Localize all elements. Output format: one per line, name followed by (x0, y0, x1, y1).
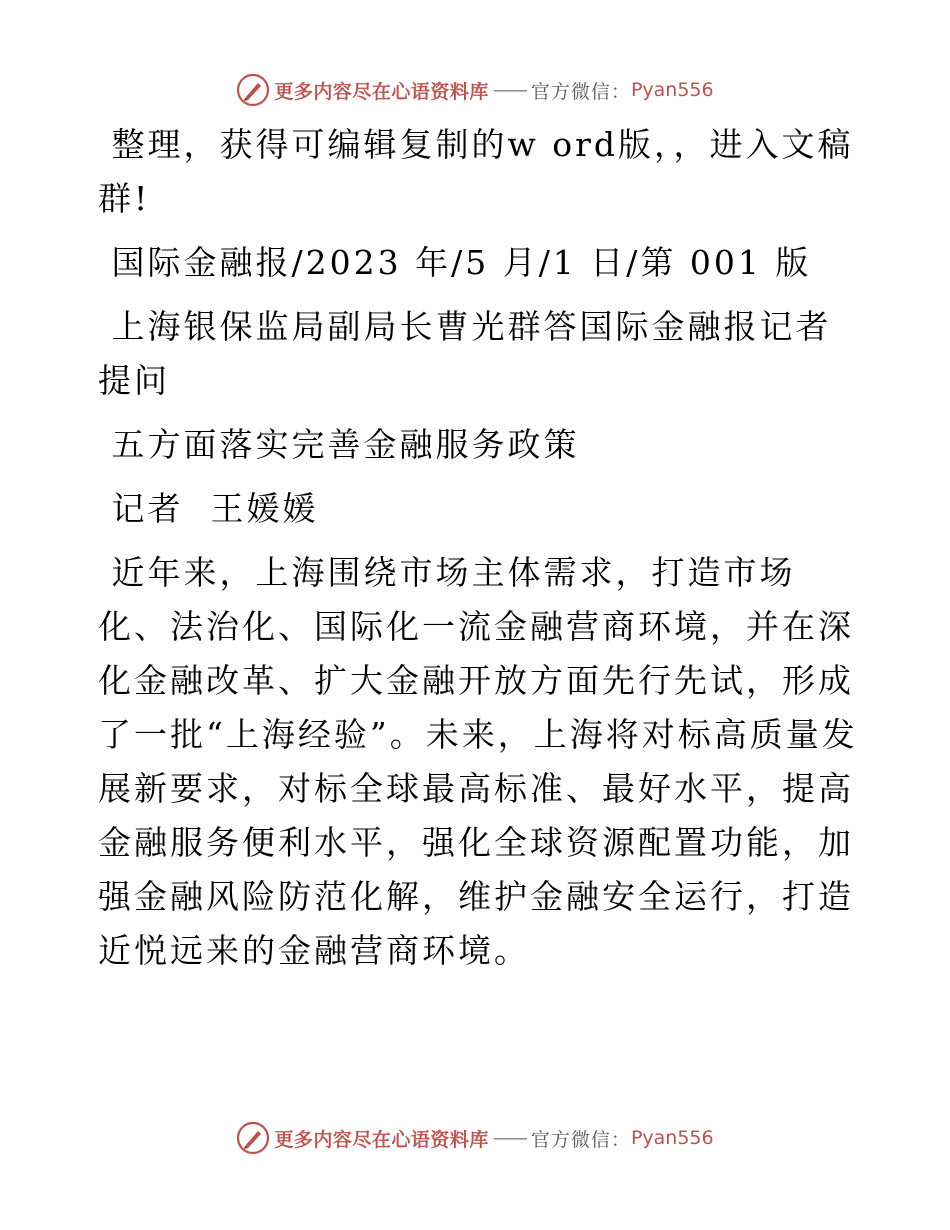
banner-wechat-account: Pyan556 (630, 1127, 714, 1149)
intro-note-paragraph: 整理，获得可编辑复制的w ord版，，进入文稿群! (98, 125, 854, 218)
publication-dateline: 国际金融报/2023 年/5 月/1 日/第 001 版 (98, 243, 812, 282)
pen-logo-icon (236, 1121, 270, 1155)
document-body (98, 118, 858, 978)
banner-wechat-label: 官方微信： (530, 80, 631, 103)
banner-separator: —— (492, 1127, 525, 1149)
banner-wechat-label: 官方微信： (530, 1128, 631, 1151)
banner-wechat-account: Pyan556 (630, 79, 714, 101)
banner-separator: —— (492, 79, 525, 101)
article-headline: 上海银保监局副局长曹光群答国际金融报记者提问 (98, 307, 832, 400)
banner-brand-text: 更多内容尽在心语资料库 (274, 1128, 489, 1151)
reporter-byline: 记者 王媛媛 (98, 489, 319, 528)
footer-watermark-banner (0, 1118, 950, 1158)
header-watermark-banner (0, 70, 950, 110)
pen-logo-icon (236, 73, 270, 107)
banner-brand-text: 更多内容尽在心语资料库 (274, 80, 489, 103)
article-lead-paragraph: 近年来，上海围绕市场主体需求，打造市场化、法治化、国际化一流金融营商环境，并在深化金融改革、扩大金融开放方面先行先试，形成了一批“上海经验”。未来，上海将对标高质量发展新要求，对标全球最高标准、最好水平，提高金融服务便利水平，强化全球资源配置功能，加强金融风险防范化解，维护金融安全运行，打造近悦远来的金融营商环境。 (98, 553, 858, 970)
article-subheadline: 五方面落实完善金融服务政策 (98, 425, 580, 464)
